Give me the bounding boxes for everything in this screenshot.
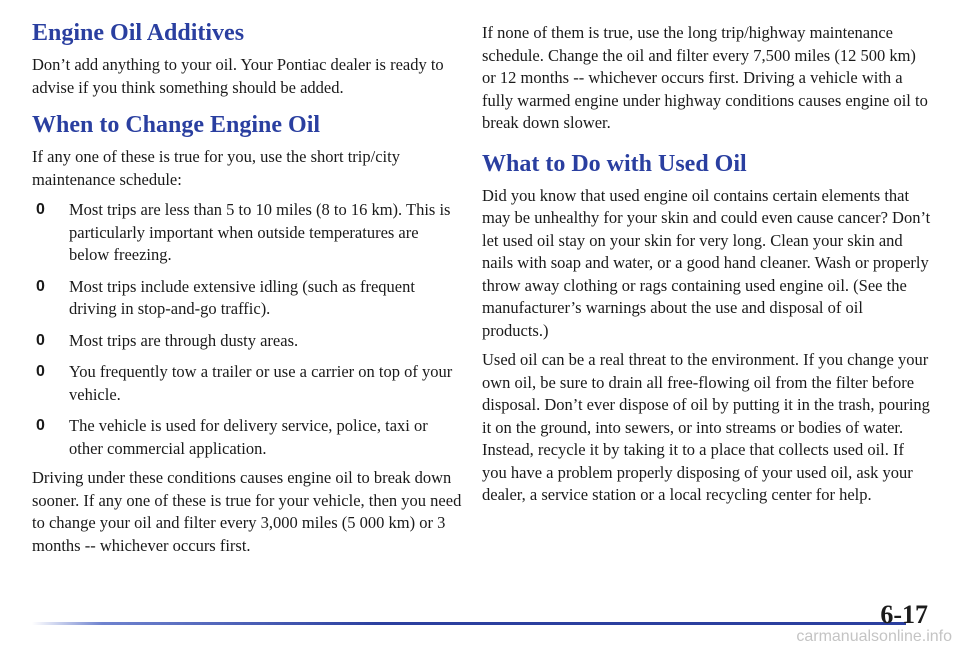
list-item-text: The vehicle is used for delivery service, police, taxi or other commercial application.	[69, 416, 428, 458]
list-item-text: Most trips are less than 5 to 10 miles (8 to 16 km). This is particularly important when outside temperatures are below freezing.	[69, 200, 451, 264]
list-item	[32, 330, 462, 353]
footer-rule	[32, 622, 906, 625]
list-item	[32, 276, 462, 321]
right-column	[482, 18, 932, 507]
section-heading-additives: Engine Oil Additives	[32, 20, 245, 46]
list-item	[32, 415, 462, 460]
list-item	[32, 199, 462, 267]
list-item-text: You frequently tow a trailer or use a carrier on top of your vehicle.	[69, 362, 453, 404]
bullet-icon: 0	[36, 331, 45, 349]
used-oil-paragraph-1: Did you know that used engine oil contains certain elements that may be unhealthy for your skin and could even cause cancer? Don’t let used oil stay on your skin for very long. Clean your skin and nails with soap and water, or a good hand cleaner. Wash or properly throw away clothing or rags containing used engine oil. (See the manufacturer’s warnings about the use and disposal of oil products.)	[482, 185, 931, 340]
bullet-icon: 0	[36, 277, 45, 295]
list-item-text: Most trips include extensive idling (such as frequent driving in stop-and-go traffic).	[69, 276, 415, 318]
section-heading-when-to-change: When to Change Engine Oil	[32, 112, 321, 138]
left-column	[32, 18, 462, 557]
list-item-text: Most trips are through dusty areas.	[69, 330, 299, 350]
when-to-change-intro: If any one of these is true for you, use the short trip/city maintenance schedule:	[32, 147, 400, 189]
used-oil-paragraph-2: Used oil can be a real threat to the environment. If you change your own oil, be sure to drain all free-flowing oil from the filter before disposal. Don’t ever dispose of oil by putting it in the trash, pouring it on the ground, into sewers, or into streams or bodies of water. Instead, recycle it by taking it to a place that collects used oil. If you have a problem properly disposing of your used oil, ask your dealer, a service station or a local recycling center for help.	[482, 350, 930, 504]
page-number: 6-17	[880, 600, 928, 629]
bullet-icon: 0	[36, 363, 45, 380]
section-heading-used-oil: What to Do with Used Oil	[482, 150, 747, 177]
bullet-icon: 0	[36, 201, 45, 218]
when-to-change-continued: If none of them is true, use the long trip/highway maintenance schedule. Change the oil and filter every 7,500 miles (12 500 km) or 12 months -- whichever occurs first. Driving a vehicle with a fully warmed engine under highway conditions causes engine oil to break down slower.	[482, 23, 928, 132]
condition-list	[32, 199, 462, 460]
list-item	[32, 361, 462, 406]
additives-body: Don’t add anything to your oil. Your Pontiac dealer is ready to advise if you think something should be added.	[32, 55, 444, 97]
watermark: carmanualsonline.info	[796, 628, 952, 645]
when-to-change-conclusion: Driving under these conditions causes engine oil to break down sooner. If any one of these is true for your vehicle, then you need to change your oil and filter every 3,000 miles (5 000 km) or 3 months -- whichever occurs first.	[32, 468, 462, 555]
bullet-icon: 0	[36, 417, 45, 434]
